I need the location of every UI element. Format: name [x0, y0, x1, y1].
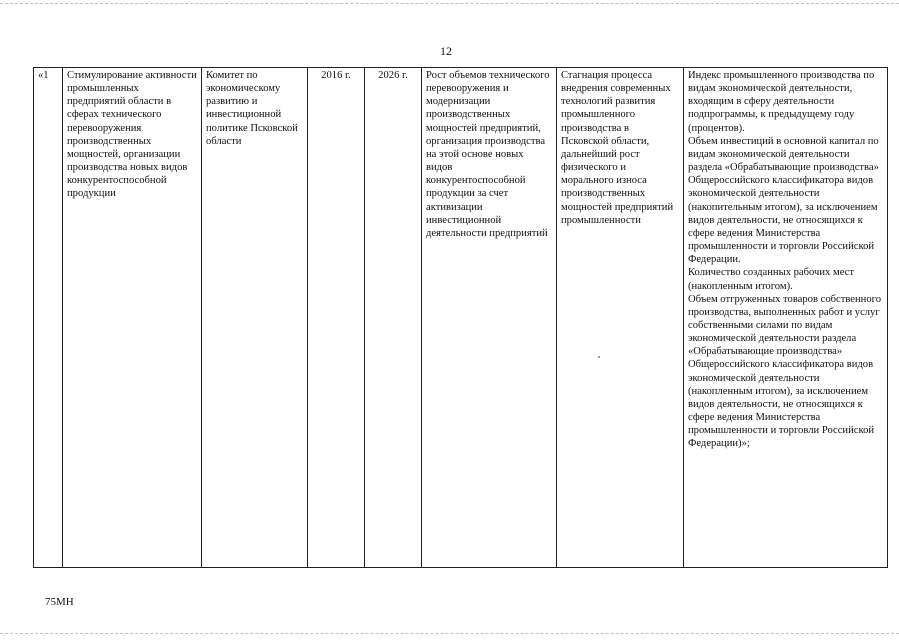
program-table: [33, 67, 888, 568]
indicators-cell: [684, 68, 888, 568]
indicator-text: Индекс промышленного производства по видам экономической деятельности, входящим в сферу деятельности подпрограммы, к предыдущему году (процентов).: [688, 70, 875, 134]
scan-speck: [598, 356, 600, 358]
footer-code: 75МН: [45, 596, 74, 608]
consequences-cell: Стагнация процесса внедрения современных технологий развития промышленного производства в Псковской области, дальнейший рост физического и морального износа производственных мощностей предприятий промышленности: [557, 68, 684, 568]
table-row: [34, 68, 888, 568]
scan-edge-bottom: [0, 633, 899, 637]
scan-edge-top: [0, 0, 899, 4]
expected-result-cell: Рост объемов технического перевооружения и модернизации производственных мощностей предприятий, организация производства на этой основе новых видов конкурентоспособной продукции за счет активизации инвестиционной деятельности предприятий: [422, 68, 557, 568]
row-number-cell: «1: [34, 68, 63, 568]
start-year-cell: 2016 г.: [308, 68, 365, 568]
indicator-text: Количество созданных рабочих мест (накопленным итогом).: [688, 267, 854, 292]
end-year-cell: 2026 г.: [365, 68, 422, 568]
executor-cell: Комитет по экономическому развитию и инвестиционной политике Псковской области: [202, 68, 308, 568]
indicator-text: Объем инвестиций в основной капитал по видам экономической деятельности раздела «Обрабатывающие производства» Общероссийского классификатора видов экономической деятельности (накопительным итогом), за исключением видов деятельности, не относящихся к сфере ведения Министерства промышленности и торговли Российской Федерации.: [688, 135, 879, 266]
event-name-cell: Стимулирование активности промышленных предприятий области в сферах технического перевооружения производственных мощностей, организации производства новых видов конкурентоспособной продукции: [63, 68, 202, 568]
page-number: 12: [440, 44, 452, 58]
indicator-text: Объем отгруженных товаров собственного производства, выполненных работ и услуг собственными силами по видам экономической деятельности раздела «Обрабатывающие производства» Общероссийского классификатора видов экономической деятельности (накопленным итогом), за исключением видов деятельности, не относящихся к сфере ведения Министерства промышленности и торговли Российской Федерации)»;: [688, 293, 882, 450]
